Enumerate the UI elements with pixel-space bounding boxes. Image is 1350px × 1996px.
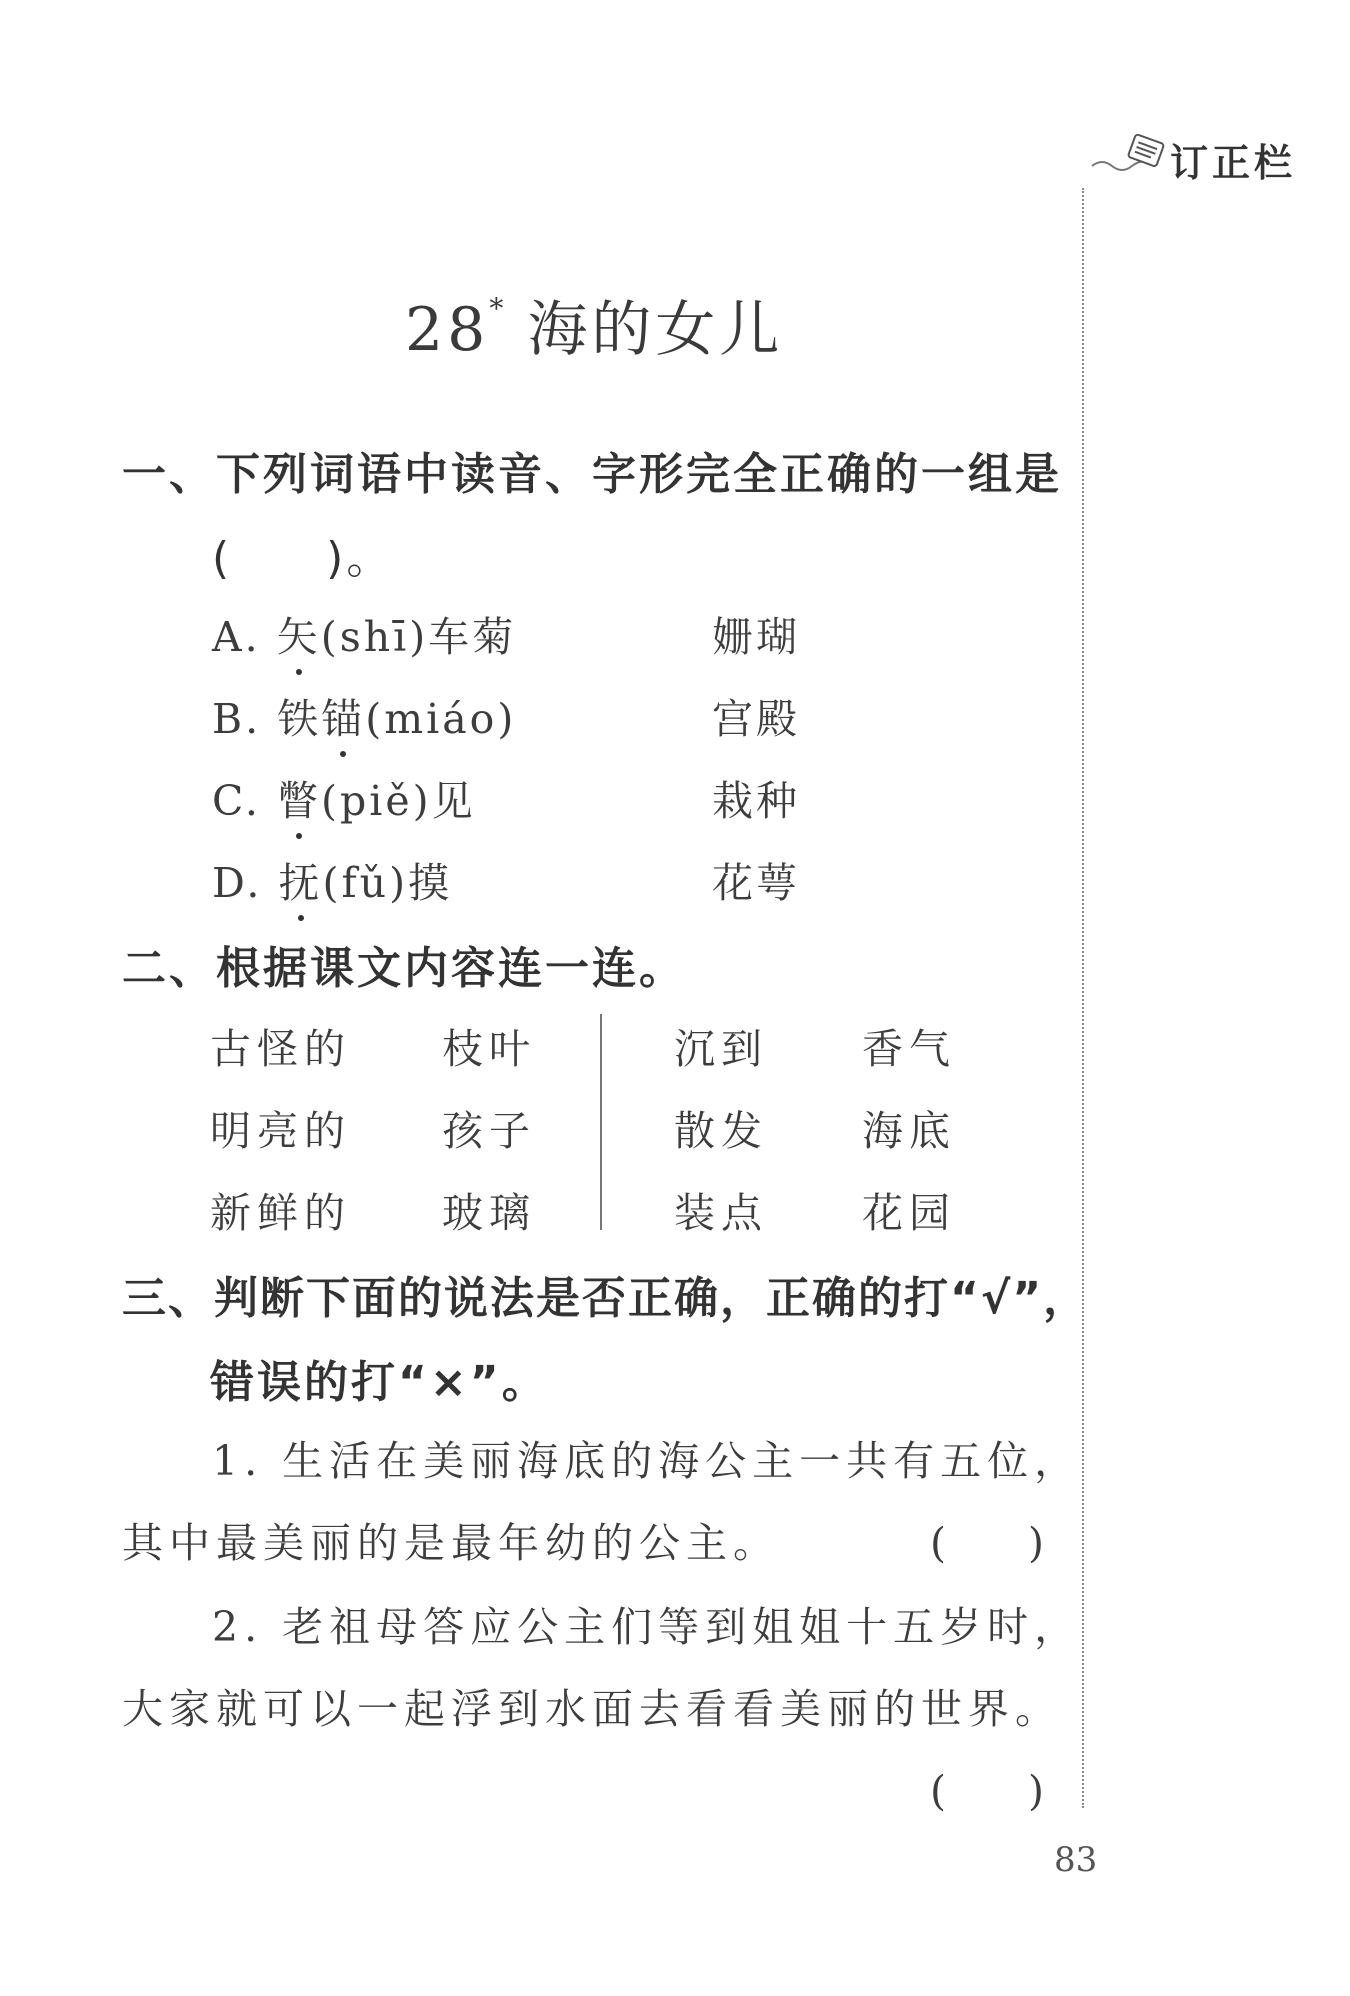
lesson-number: 28: [405, 295, 490, 365]
q2-right-word[interactable]: 装点: [674, 1189, 768, 1237]
q3-heading-cont: 错误的打“×”。: [210, 1357, 549, 1408]
q1-option-c[interactable]: C. 瞥(piě)见: [212, 768, 476, 827]
emphasis-dot-char: 锚: [321, 686, 365, 745]
q2-right-match[interactable]: 花园: [862, 1189, 956, 1237]
q2-heading: 二、根据课文内容连一连。: [122, 943, 686, 994]
q1-answer-blank[interactable]: ( )。: [212, 533, 394, 584]
q2-left-word[interactable]: 新鲜的: [210, 1189, 351, 1237]
q3-item-2-answer-blank[interactable]: ( ): [930, 1767, 1044, 1815]
correction-column-banner: [1090, 128, 1330, 185]
optional-star: *: [489, 292, 504, 325]
pencil-wave-icon: [1090, 128, 1180, 176]
q2-left-match[interactable]: 孩子: [442, 1107, 536, 1155]
q3-item-1-answer-blank[interactable]: ( ): [930, 1519, 1044, 1567]
q1-option-b[interactable]: B. 铁锚(miáo): [212, 686, 516, 745]
q2-column-divider: [600, 1014, 602, 1230]
q1-option-b-word2: 宫殿: [712, 695, 800, 743]
q2-left-match[interactable]: 枝叶: [442, 1025, 536, 1073]
q2-right-word[interactable]: 沉到: [674, 1025, 768, 1073]
q3-item-2: 2. 老祖母答应公主们等到姐姐十五岁时，: [212, 1603, 1082, 1651]
q2-left-match[interactable]: 玻璃: [442, 1189, 536, 1237]
correction-column-divider: [1082, 188, 1084, 1808]
q3-heading: 三、判断下面的说法是否正确，正确的打“√”，: [122, 1273, 1090, 1324]
q1-option-d[interactable]: D. 抚(fǔ)摸: [212, 850, 452, 909]
q1-option-c-word2: 栽种: [712, 777, 800, 825]
q1-option-a[interactable]: A. 矢(shī)车菊: [212, 604, 516, 663]
q2-left-word[interactable]: 明亮的: [210, 1107, 351, 1155]
q3-item-1-cont: 其中最美丽的是最年幼的公主。: [122, 1519, 780, 1567]
q1-heading: 一、下列词语中读音、字形完全正确的一组是: [122, 449, 1062, 500]
q2-right-word[interactable]: 散发: [674, 1107, 768, 1155]
q1-option-a-word2: 姗瑚: [712, 613, 800, 661]
q3-item-1: 1. 生活在美丽海底的海公主一共有五位，: [212, 1437, 1082, 1485]
emphasis-dot-char: 矢: [277, 604, 321, 663]
correction-column-label: 订正栏: [1170, 141, 1297, 185]
q2-right-match[interactable]: 香气: [862, 1025, 956, 1073]
q1-option-d-word2: 花萼: [712, 859, 800, 907]
q2-right-match[interactable]: 海底: [862, 1107, 956, 1155]
emphasis-dot-char: 瞥: [277, 768, 321, 827]
page-number: 83: [1054, 1840, 1098, 1880]
q2-left-word[interactable]: 古怪的: [210, 1025, 351, 1073]
lesson-title: [405, 282, 783, 368]
lesson-name: 海的女儿: [527, 295, 784, 365]
emphasis-dot-char: 抚: [279, 850, 323, 909]
q3-item-2-cont: 大家就可以一起浮到水面去看看美丽的世界。: [122, 1685, 1062, 1733]
